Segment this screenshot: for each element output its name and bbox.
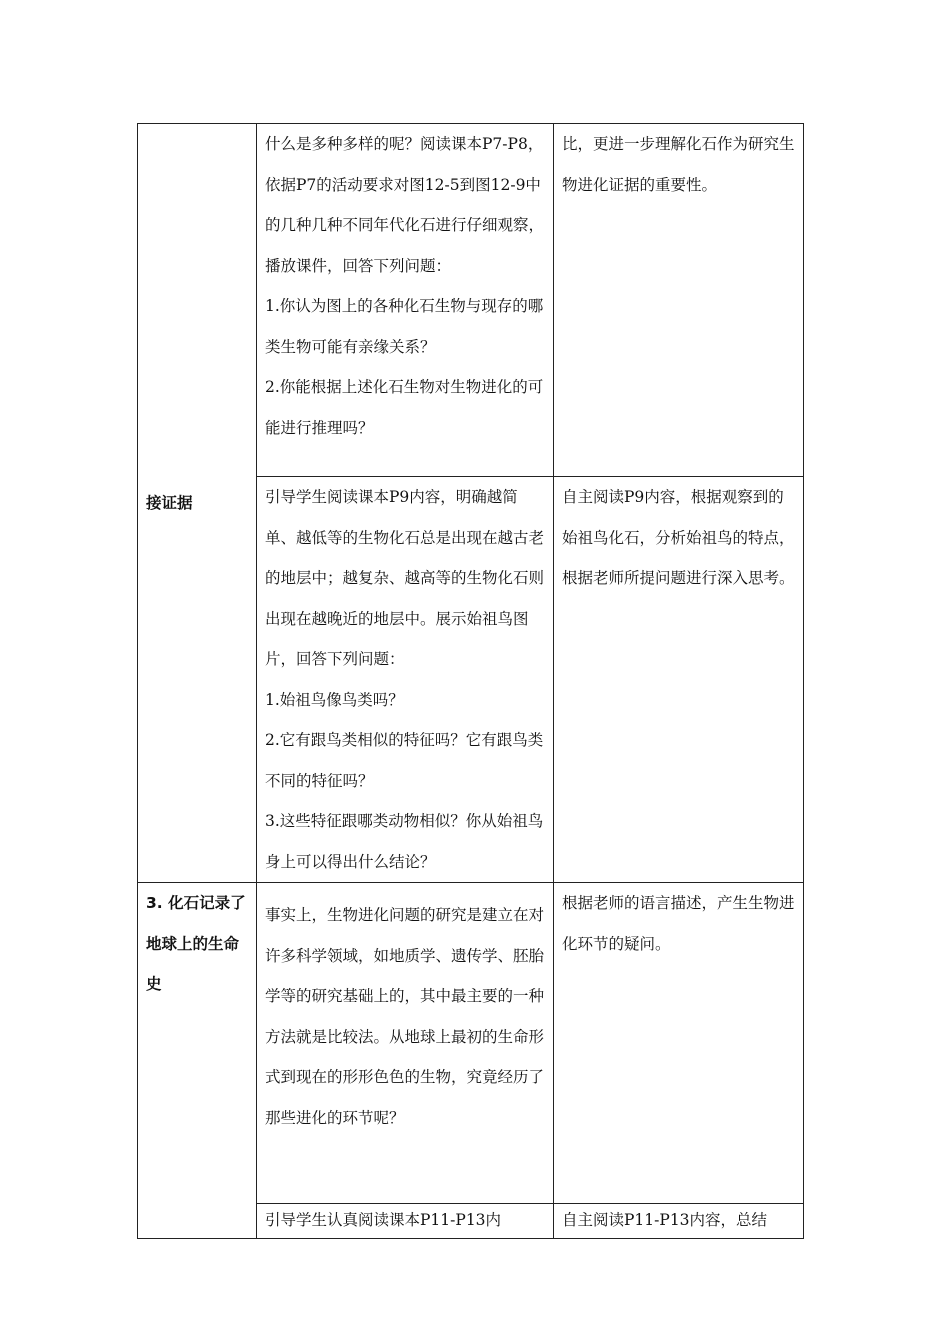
teacher-activity-cell: [257, 124, 554, 477]
student-activity-cell: [554, 477, 804, 883]
section-label: 接证据: [146, 493, 193, 512]
section-label-cell: [138, 124, 257, 883]
teacher-question: 1.你认为图上的各种化石生物与现存的哪类生物可能有亲缘关系？: [265, 297, 544, 356]
teacher-activity-cell: [257, 883, 554, 1204]
teacher-question: 3.这些特征跟哪类动物相似？你从始祖鸟身上可以得出什么结论？: [265, 812, 544, 871]
teacher-question: 2.你能根据上述化石生物对生物进化的可能进行推理吗？: [265, 378, 544, 437]
teacher-paragraph: 事实上，生物进化问题的研究是建立在对许多科学领域，如地质学、遗传学、胚胎学等的研究基础上的，其中最主要的一种方法就是比较法。从地球上最初的生命形式到现在的形形色色的生物，究竟经历了那些进化的环节呢？: [265, 906, 545, 1127]
section-label: 3. 化石记录了地球上的生命史: [146, 894, 246, 993]
teacher-paragraph: 引导学生阅读课本P9内容，明确越简单、越低等的生物化石总是出现在越古老的地层中；越复杂、越高等的生物化石则出现在越晚近的地层中。展示始祖鸟图片，回答下列问题：: [265, 488, 545, 668]
student-activity-cell: [554, 883, 804, 1204]
student-activity-cell: [554, 1204, 804, 1239]
teacher-activity-cell: [257, 1204, 554, 1239]
teacher-question: 2.它有跟鸟类相似的特征吗？它有跟鸟类不同的特征吗？: [265, 731, 544, 790]
student-paragraph: 根据老师的语言描述，产生生物进化环节的疑问。: [562, 894, 795, 953]
student-paragraph: 自主阅读P9内容，根据观察到的始祖鸟化石，分析始祖鸟的特点，根据老师所提问题进行深入思考。: [562, 488, 795, 587]
student-paragraph: 自主阅读P11-P13内容，总结: [562, 1211, 768, 1229]
section-label-cell: [138, 883, 257, 1239]
lesson-plan-table: [137, 123, 804, 1239]
teacher-question: 1.始祖鸟像鸟类吗？: [265, 690, 404, 709]
student-paragraph: 比，更进一步理解化石作为研究生物进化证据的重要性。: [562, 135, 795, 194]
student-activity-cell: [554, 124, 804, 477]
teacher-paragraph: 什么是多种多样的呢？阅读课本P7-P8，依据P7的活动要求对图12-5到图12-9中的几种几种不同年代化石进行仔细观察，播放课件，回答下列问题：: [265, 135, 545, 275]
teacher-activity-cell: [257, 477, 554, 883]
table-row: [138, 883, 804, 1204]
teacher-paragraph: 引导学生认真阅读课本P11-P13内: [265, 1211, 502, 1229]
table-row: [138, 124, 804, 477]
